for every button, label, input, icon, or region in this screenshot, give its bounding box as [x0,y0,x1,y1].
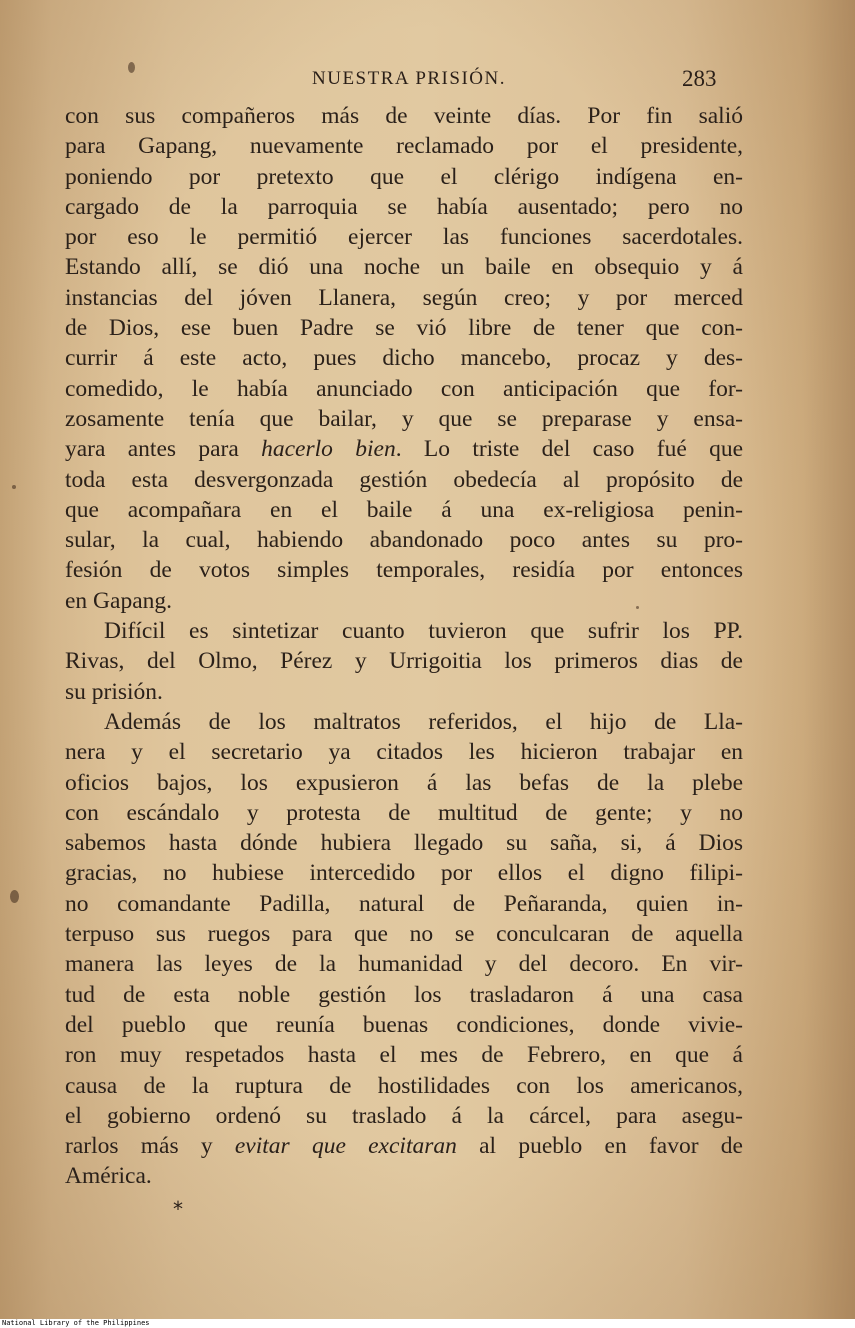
text-line: causa de la ruptura de hostilidades con los americanos, [65,1072,743,1099]
text-line: el gobierno ordenó su traslado á la cárcel, para asegu- [65,1102,743,1129]
text-line: currir á este acto, pues dicho mancebo, procaz y des- [65,345,743,372]
text-line: terpuso sus ruegos para que no se conculcaran de aquella [65,921,743,948]
body-text [65,101,743,1192]
text-line: tud de esta noble gestión los trasladaron á una casa [65,981,743,1008]
text-line: que acompañara en el baile á una ex-religiosa penin- [65,496,743,523]
text-line: gracias, no hubiese intercedido por ellos el digno filipi- [65,860,743,887]
text-line: sabemos hasta dónde hubiera llegado su saña, si, á Dios [65,830,743,857]
text-line: Estando allí, se dió una noche un baile en obsequio y á [65,254,743,281]
page-number: 283 [682,66,717,91]
text-line: toda esta desvergonzada gestión obedecía al propósito de [65,466,743,493]
text-line: cargado de la parroquia se había ausentado; pero no [65,193,743,220]
text-line: en Gapang. [65,587,173,614]
end-ornament: * [173,1197,183,1221]
text-line: zosamente tenía que bailar, y que se preparase y ensa- [65,405,743,432]
text-line: sular, la cual, habiendo abandonado poco antes su pro- [65,527,743,554]
text-line: yara antes para hacerlo bien. Lo triste del caso fué que [65,436,743,463]
text-line: América. [65,1163,152,1190]
footer-band [0,1319,855,1328]
text-line: poniendo por pretexto que el clérigo indígena en- [65,163,743,190]
text-line: fesión de votos simples temporales, residía por entonces [65,557,743,584]
library-credit: National Library of the Philippines [2,1319,150,1327]
text-line: ron muy respetados hasta el mes de Febrero, en que á [65,1042,743,1069]
italic-phrase: evitar que excitaran [234,1133,457,1160]
text-line: para Gapang, nuevamente reclamado por el presidente, [65,133,743,160]
text-line: oficios bajos, los expusieron á las befas de la plebe [65,769,743,796]
running-title: NUESTRA PRISIÓN. [312,68,506,89]
ink-speck [128,62,135,73]
text-line: Además de los maltratos referidos, el hijo de Lla- [104,708,743,735]
text-line: instancias del jóven Llanera, según creo; y por merced [65,284,743,311]
italic-phrase: hacerlo bien [261,436,396,463]
text-line: no comandante Padilla, natural de Peñaranda, quien in- [65,890,743,917]
text-line: comedido, le había anunciado con anticipación que for- [65,375,743,402]
ink-speck [12,485,16,489]
text-line: por eso le permitió ejercer las funciones sacerdotales. [65,224,743,251]
text-line: Difícil es sintetizar cuanto tuvieron que sufrir los PP. [104,618,743,645]
text-line: rarlos más y evitar que excitaran al pueblo en favor de [65,1133,743,1160]
text-line: con sus compañeros más de veinte días. Por fin salió [65,103,743,129]
text-line: del pueblo que reunía buenas condiciones, donde vivie- [65,1011,743,1038]
text-line: su prisión. [65,678,163,705]
ink-speck [636,606,639,609]
text-line: con escándalo y protesta de multitud de gente; y no [65,799,743,826]
text-line: de Dios, ese buen Padre se vió libre de tener que con- [65,315,743,342]
text-line: Rivas, del Olmo, Pérez y Urrigoitia los primeros dias de [65,648,743,675]
text-line: nera y el secretario ya citados les hicieron trabajar en [65,739,743,766]
ink-speck [10,890,19,903]
text-line: manera las leyes de la humanidad y del decoro. En vir- [65,951,743,978]
